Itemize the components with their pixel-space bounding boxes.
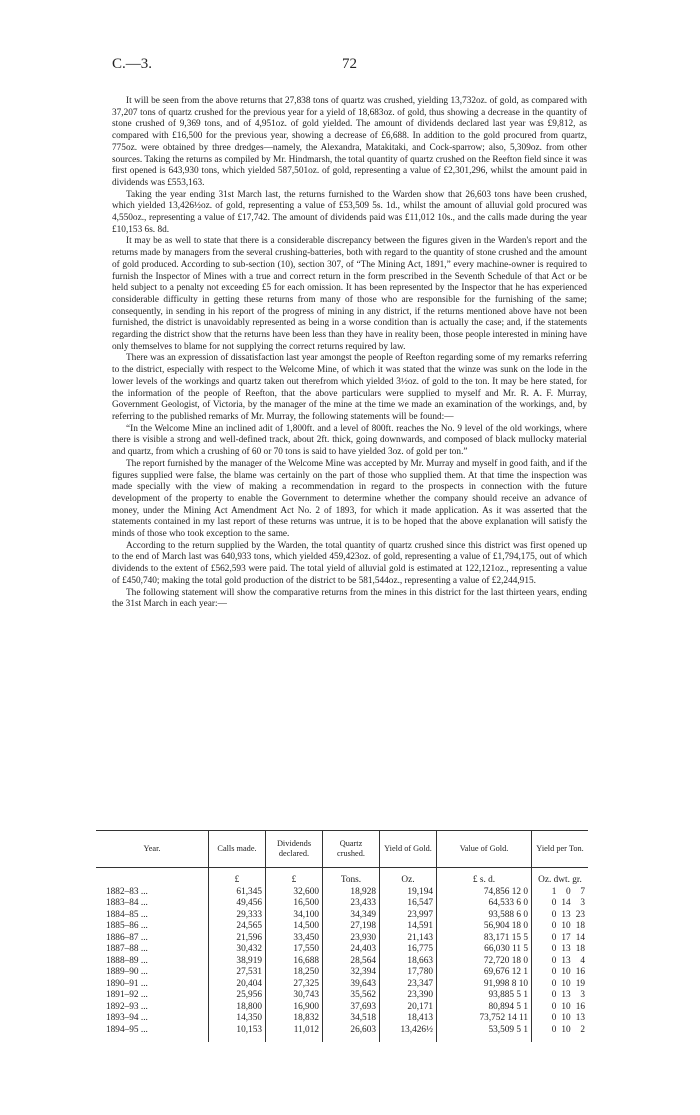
cell-quartz: 18,928 [323,887,380,899]
per-ton-dwt: 13 [561,990,571,1000]
cell-quartz: 24,403 [323,944,380,956]
cell-per-ton [532,990,589,1002]
cell-gold: 21,143 [380,933,437,945]
per-ton-dwt: 17 [561,932,571,943]
cell-quartz: 27,198 [323,921,380,933]
cell-per-ton [532,1013,589,1025]
report-body [112,96,587,611]
cell-per-ton [532,956,589,968]
per-ton-oz: 0 [551,955,557,966]
cell-year: 1893–94 ... [96,1013,209,1025]
table-row [96,921,588,933]
cell-value: 93,588 6 0 [437,910,532,922]
cell-gold: 16,547 [380,898,437,910]
cell-calls: 24,565 [209,921,266,933]
cell-year: 1892–93 ... [96,1002,209,1014]
cell-calls: 29,333 [209,910,266,922]
cell-calls: 14,350 [209,1013,266,1025]
cell-dividends: 17,550 [266,944,323,956]
cell-calls: 27,531 [209,967,266,979]
per-ton-dwt: 13 [561,955,571,966]
cell-year: 1891–92 ... [96,990,209,1002]
cell-dividends: 18,832 [266,1013,323,1025]
per-ton-gr: 2 [580,1024,585,1035]
cell-per-ton [532,1002,589,1014]
cell-quartz: 23,433 [323,898,380,910]
per-ton-gr: 19 [575,978,585,989]
paragraph: Taking the year ending 31st March last, the returns furnished to the Warden show that 26,603 tons have been crushed, which yielded 13,426½oz. of gold, representing a value of £53,509 5s. 1d., whilst the amount of alluvial gold procured was 4,550oz., representing a value of £17,742. The amount of dividends paid was £11,012 10s., and the calls made during the year £10,153 6s. 8d. [112,189,587,235]
paragraph: It may be as well to state that there is a considerable discrepancy between the figures given in the Warden's report and the returns made by managers from the several crushing-batteries, both with regard to the quantity of stone crushed and the amount of gold produced. According to sub-section (10), section 307, of “The Mining Act, 1891,” every machine-owner is required to furnish the Inspector of Mines with a true and correct return in the form prescribed in the Seventh Schedule of that Act or be held subject to a penalty not exceeding £5 for each omission. It has been represented by the Inspector that he has experienced considerable difficulty in getting these returns from many of those who are responsible for the furnishing of the same; consequently, in sending in his report of the progress of mining in any district, if the returns mentioned above have not been furnished, the district is unavoidably represented as being in a worse condition than is actually the case; and, if the statements regarding the district show that the returns have been less than they have in reality been, those people interested in mining have only themselves to blame for not supplying the correct returns required by law. [112,236,587,352]
per-ton-oz: 0 [551,1001,557,1012]
cell-per-ton [532,979,589,991]
cell-calls: 38,919 [209,956,266,968]
per-ton-dwt: 10 [561,978,571,989]
table-row [96,887,588,899]
per-ton-gr: 16 [575,1001,585,1012]
col-header-quartz: Quartz crushed. [323,831,380,868]
cell-value: 72,720 18 0 [437,956,532,968]
per-ton-oz: 0 [551,898,557,908]
cell-per-ton [532,944,589,956]
cell-per-ton [532,898,589,910]
cell-quartz: 34,518 [323,1013,380,1025]
cell-year: 1885–86 ... [96,921,209,933]
cell-year: 1883–84 ... [96,898,209,910]
per-ton-dwt: 14 [561,898,571,908]
per-ton-dwt: 10 [561,1024,571,1035]
table-row [96,990,588,1002]
paragraph: There was an expression of dissatisfaction last year amongst the people of Reefton regarding some of my remarks referring to the district, especially with respect to the Welcome Mine, of which it was stated that the winze was sunk on the lode in the lower levels of the workings and quartz taken out therefrom which yielded 3½oz. of gold to the ton. It may be here stated, for the information of the people of Reefton, that the above particulars were supplied to myself and Mr. R. A. F. Murray, Government Geologist, of Victoria, by the manager of the mine at the time we made an examination of the workings, and, by referring to the published remarks of Mr. Murray, the following statements will be found:— [112,353,587,422]
cell-value: 73,752 14 11 [437,1013,532,1025]
cell-gold: 23,390 [380,990,437,1002]
cell-gold: 16,775 [380,944,437,956]
table-row [96,1002,588,1014]
per-ton-gr: 23 [575,909,585,920]
cell-quartz: 26,603 [323,1025,380,1043]
per-ton-gr: 18 [575,921,585,931]
col-header-dividends: Dividends declared. [266,831,323,868]
cell-dividends: 16,500 [266,898,323,910]
unit-cell: £ [266,868,323,887]
cell-dividends: 14,500 [266,921,323,933]
per-ton-oz: 0 [551,944,557,954]
per-ton-gr: 18 [575,944,585,954]
cell-quartz: 28,564 [323,956,380,968]
cell-dividends: 11,012 [266,1025,323,1043]
cell-year: 1887–88 ... [96,944,209,956]
cell-value: 53,509 5 1 [437,1025,532,1043]
cell-value: 66,030 11 5 [437,944,532,956]
cell-gold: 20,171 [380,1002,437,1014]
page-number: 72 [342,56,357,72]
table-row [96,910,588,922]
cell-gold: 17,780 [380,967,437,979]
cell-dividends: 32,600 [266,887,323,899]
per-ton-oz: 0 [551,909,557,920]
cell-calls: 18,800 [209,1002,266,1014]
unit-cell: £ [209,868,266,887]
cell-gold: 14,591 [380,921,437,933]
per-ton-dwt: 13 [561,944,571,954]
cell-dividends: 18,250 [266,967,323,979]
paragraph: According to the return supplied by the Warden, the total quantity of quartz crushed since this district was first opened up to the end of March last was 640,933 tons, which yielded 459,423oz. of gold, representing a value of £1,794,175, out of which dividends to the extent of £562,593 were paid. The total yield of alluvial gold is estimated at 122,121oz., representing a value of £450,740; making the total gold production of the district to be 581,544oz., representing a value of £2,244,915. [112,540,587,586]
cell-per-ton [532,910,589,922]
per-ton-oz: 0 [551,990,557,1000]
col-header-value: Value of Gold. [437,831,532,868]
unit-cell [96,868,209,887]
cell-value: 64,533 6 0 [437,898,532,910]
table-row [96,944,588,956]
per-ton-oz: 0 [551,932,557,943]
cell-calls: 49,456 [209,898,266,910]
table-row [96,898,588,910]
table-row [96,933,588,945]
cell-year: 1886–87 ... [96,933,209,945]
per-ton-gr: 4 [580,955,585,966]
per-ton-oz: 0 [551,921,557,931]
cell-quartz: 23,930 [323,933,380,945]
cell-calls: 61,345 [209,887,266,899]
table-row [96,1013,588,1025]
page-header [112,56,587,78]
cell-per-ton [532,921,589,933]
cell-dividends: 27,325 [266,979,323,991]
cell-year: 1894–95 ... [96,1025,209,1043]
cell-dividends: 16,688 [266,956,323,968]
cell-calls: 25,956 [209,990,266,1002]
unit-cell: Tons. [323,868,380,887]
cell-gold: 18,413 [380,1013,437,1025]
cell-gold: 18,663 [380,956,437,968]
cell-dividends: 33,450 [266,933,323,945]
per-ton-dwt: 10 [561,1013,571,1023]
cell-dividends: 34,100 [266,910,323,922]
comparative-returns-table [96,830,588,1042]
cell-calls: 20,404 [209,979,266,991]
cell-quartz: 35,562 [323,990,380,1002]
table-row [96,979,588,991]
cell-year: 1882–83 ... [96,887,209,899]
unit-cell: Oz. dwt. gr. [538,875,582,885]
per-ton-oz: 0 [551,978,557,989]
paragraph: The report furnished by the manager of the Welcome Mine was accepted by Mr. Murray and myself in good faith, and if the figures supplied were false, the blame was certainly on the part of those who supplied them. At that time the inspection was made specially with the view of making a recommendation in regard to the prospects in connection with the future development of the property to enable the Government to determine whether the company should receive an advance of money, under the Mining Act Amendment Act No. 2 of 1893, for which it made application. As it was asserted that the statements contained in my last report of these returns was untrue, it is to be hoped that the above explanation will satisfy the minds of those who took exception to the same. [112,458,587,540]
cell-per-ton [532,967,589,979]
cell-gold: 13,426½ [380,1025,437,1043]
cell-gold: 23,997 [380,910,437,922]
cell-dividends: 30,743 [266,990,323,1002]
unit-cell: £ s. d. [437,868,532,887]
cell-dividends: 16,900 [266,1002,323,1014]
per-ton-gr: 13 [575,1013,585,1023]
cell-per-ton [532,933,589,945]
cell-year: 1884–85 ... [96,910,209,922]
table-row [96,1025,588,1043]
per-ton-dwt: 10 [561,1001,571,1012]
cell-year: 1890–91 ... [96,979,209,991]
table-header-row [96,831,588,868]
table-row [96,956,588,968]
cell-year: 1889–90 ... [96,967,209,979]
cell-value: 91,998 8 10 [437,979,532,991]
quoted-paragraph: “In the Welcome Mine an inclined adit of 1,800ft. and a level of 800ft. reaches the No. 9 level of the old workings, where there is visible a strong and well-defined track, about 2ft. thick, going downwards, and composed of black mullocky material and quartz, from which a crushing of 60 or 70 tons is said to have yielded 3oz. of gold per ton.” [112,423,587,458]
table-row [96,967,588,979]
col-header-year: Year. [96,831,209,868]
cell-calls: 10,153 [209,1025,266,1043]
per-ton-oz: 0 [551,967,557,977]
cell-value: 56,904 18 0 [437,921,532,933]
col-header-gold: Yield of Gold. [380,831,437,868]
cell-calls: 30,432 [209,944,266,956]
cell-value: 80,894 5 1 [437,1002,532,1014]
cell-year: 1888–89 ... [96,956,209,968]
cell-calls: 21,596 [209,933,266,945]
per-ton-oz: 0 [551,1013,557,1023]
paragraph: It will be seen from the above returns that 27,838 tons of quartz was crushed, yielding 13,732oz. of gold, as compared with 37,207 tons of quartz crushed for the previous year for a yield of 18,683oz. of gold, thus showing a decrease in the quantity of stone crushed of 9,369 tons, and of 4,951oz. of gold yielded. The amount of dividends declared last year was £9,812, as compared with £16,500 for the previous year, showing a decrease of £6,688. In addition to the gold procured from quartz, 775oz. were obtained by three dredges—namely, the Alexandra, Matakitaki, and Cock-sparrow; also, 5,309oz. from other sources. Taking the returns as compiled by Mr. Hindmarsh, the total quantity of quartz crushed on the Reefton field since it was first opened is 643,930 tons, which yielded 587,501oz. of gold, representing a value of £2,301,296, whilst the amount paid in dividends was £553,163. [112,96,587,188]
cell-per-ton [532,887,589,899]
per-ton-dwt: 13 [561,909,571,920]
per-ton-dwt: 10 [561,921,571,931]
per-ton-gr: 3 [580,898,585,908]
per-ton-oz: 0 [551,1024,557,1035]
cell-value: 93,885 5 1 [437,990,532,1002]
cell-quartz: 34,349 [323,910,380,922]
col-header-calls: Calls made. [209,831,266,868]
per-ton-gr: 16 [575,967,585,977]
cell-per-ton [532,1025,589,1043]
cell-quartz: 39,643 [323,979,380,991]
page-reference: C.—3. [112,56,153,72]
per-ton-dwt: 10 [561,967,571,977]
cell-gold: 19,194 [380,887,437,899]
per-ton-gr: 14 [575,932,585,943]
cell-value: 74,856 12 0 [437,887,532,899]
units-row [96,868,588,887]
cell-quartz: 37,693 [323,1002,380,1014]
cell-gold: 23,347 [380,979,437,991]
per-ton-gr: 3 [580,990,585,1000]
col-header-per-ton: Yield per Ton. [532,831,589,868]
paragraph: The following statement will show the comparative returns from the mines in this district for the last thirteen years, ending the 31st March in each year:— [112,587,587,610]
per-ton-gr: 7 [580,886,585,897]
cell-value: 83,171 15 5 [437,933,532,945]
cell-quartz: 32,394 [323,967,380,979]
per-ton-oz: 1 [551,886,557,897]
cell-value: 69,676 12 1 [437,967,532,979]
unit-cell: Oz. [380,868,437,887]
per-ton-dwt: 0 [566,886,571,897]
